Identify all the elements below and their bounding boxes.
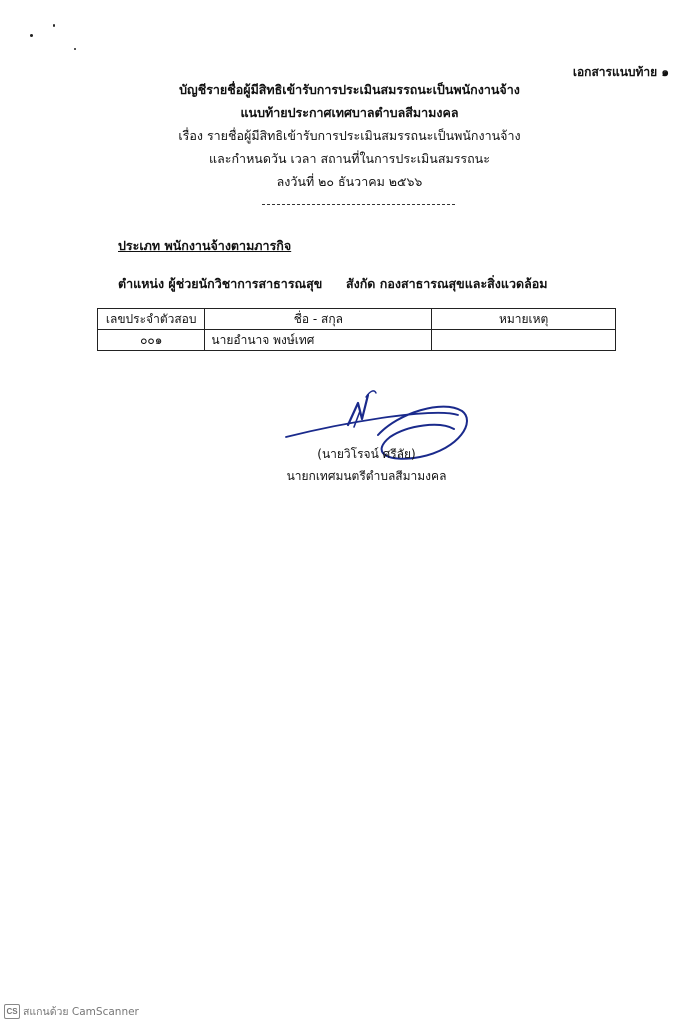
scan-speck	[30, 34, 33, 37]
table-row	[98, 330, 616, 351]
camscanner-watermark	[4, 1003, 139, 1020]
watermark-text: สแกนด้วย CamScanner	[23, 1006, 139, 1018]
header-title: บัญชีรายชื่อผู้มีสิทธิเข้ารับการประเมินสมรรถนะเป็นพนักงานจ้าง	[179, 82, 520, 97]
camscanner-logo-icon: CS	[4, 1004, 20, 1019]
employee-category	[118, 236, 291, 256]
header-subject: เรื่อง รายชื่อผู้มีสิทธิเข้ารับการประเมินสมรรถนะเป็นพนักงานจ้าง	[178, 128, 521, 143]
column-header-exam-number: เลขประจำตัวสอบ	[98, 309, 205, 330]
category-text: ประเภท พนักงานจ้างตามภารกิจ	[118, 238, 292, 253]
attachment-label: เอกสารแนบท้าย ๑	[572, 65, 669, 79]
signer-name: (นายวิโรจน์ ศรีลัย)	[317, 447, 416, 461]
signer-block	[0, 443, 699, 487]
scan-speck	[53, 24, 55, 27]
position-row	[118, 274, 548, 294]
affiliation-text: สังกัด กองสาธารณสุขและสิ่งแวดล้อม	[346, 276, 548, 291]
table-header-row	[98, 309, 616, 330]
cell-name: นายอำนาจ พงษ์เทศ	[205, 330, 432, 351]
signer-title: นายกเทศมนตรีตำบลสีมามงคล	[286, 469, 447, 483]
column-header-note: หมายเหตุ	[432, 309, 616, 330]
document-header	[0, 78, 699, 193]
scan-speck	[74, 48, 76, 50]
header-subject-cont: และกำหนดวัน เวลา สถานที่ในการประเมินสมรรถนะ	[209, 151, 490, 166]
position-text: ตำแหน่ง ผู้ช่วยนักวิชาการสาธารณสุข	[118, 276, 323, 291]
header-date: ลงวันที่ ๒๐ ธันวาคม ๒๕๖๖	[276, 174, 423, 189]
candidate-table	[97, 308, 616, 351]
header-subtitle: แนบท้ายประกาศเทศบาลตำบลสีมามงคล	[240, 105, 459, 120]
cell-exam-number: ๐๐๑	[98, 330, 205, 351]
cell-note	[432, 330, 616, 351]
header-divider	[262, 204, 455, 205]
column-header-name: ชื่อ - สกุล	[205, 309, 432, 330]
